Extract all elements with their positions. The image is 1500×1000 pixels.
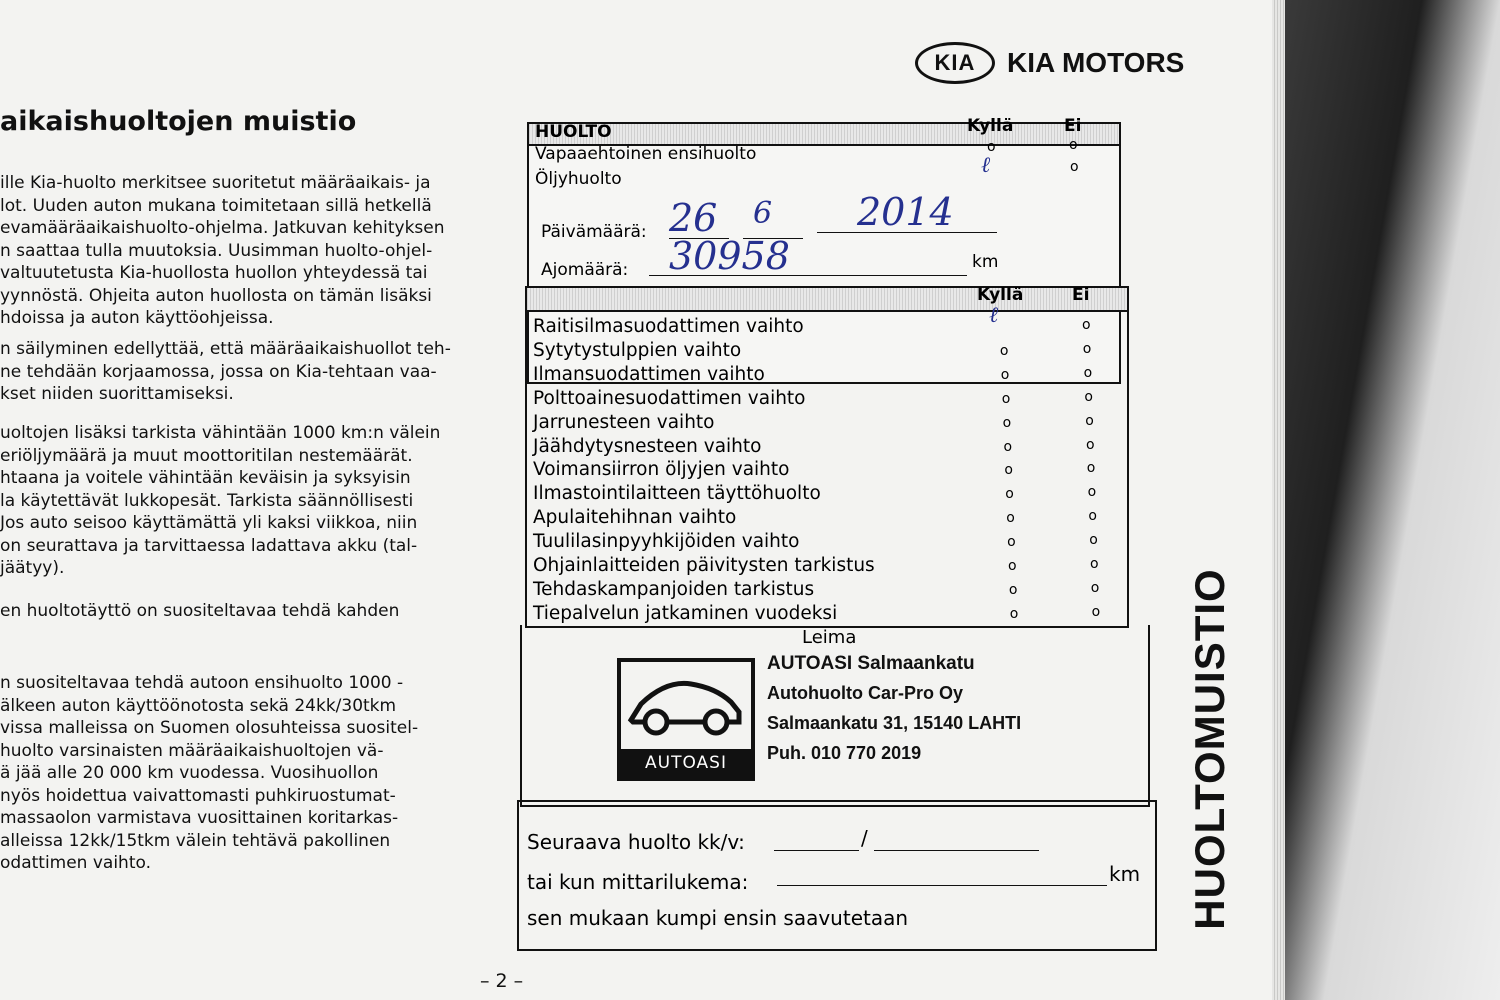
text-line: huolto varsinaisten määräaikaishuoltojen vä- [0, 740, 384, 761]
text-line: eriöljymäärä ja muut moottoritilan nestemäärät. [0, 445, 413, 466]
checkbox-yes-first-service[interactable]: o [987, 139, 996, 155]
text-line: massaolon varmistava vuosittainen koritarkas- [0, 808, 399, 828]
paragraph-1 [0, 172, 445, 330]
next-service-box [517, 800, 1157, 951]
task-checkbox-no[interactable]: o [1088, 508, 1097, 525]
stamp-logo-text: AUTOASI [621, 749, 751, 777]
next-mileage-line [777, 884, 1107, 886]
text-line: ne tehdään korjaamossa, jossa on Kia-tehtaan vaa- [0, 361, 437, 382]
text-line: la käytettävät lukkopesät. Tarkista säännöllisesti [0, 490, 414, 511]
next-year-line [874, 849, 1039, 851]
task-checkbox-yes[interactable]: o [1007, 534, 1016, 551]
task-checkbox-yes[interactable]: o [1004, 462, 1013, 479]
task-checkbox-no[interactable]: o [1082, 317, 1091, 333]
tasks-header-bar [527, 286, 1127, 312]
next-service-note: sen mukaan kumpi ensin saavutetaan [527, 906, 909, 930]
text-line: nyös hoidettua vaivattomasti puhkiruostumat- [0, 785, 396, 806]
stamp-label: Leima [802, 627, 857, 648]
paragraph-3 [0, 422, 440, 580]
task-row: Jäähdytysnesteen vaihto [533, 435, 762, 457]
task-checkbox-no[interactable]: o [1090, 579, 1100, 596]
stamp-line-4: Puh. 010 770 2019 [767, 743, 922, 763]
paragraph-2 [0, 338, 451, 406]
text-line: Jos auto seisoo käyttämättä yli kaksi viikkoa, niin [0, 513, 418, 533]
column-no-label: Ei [1064, 116, 1082, 136]
next-mileage-unit: km [1109, 862, 1141, 886]
task-checkbox-yes[interactable]: o [1008, 581, 1018, 598]
text-line: odattimen vaihto. [0, 853, 152, 873]
task-row: Ilmansuodattimen vaihto [533, 363, 765, 385]
autoasi-stamp-logo [617, 658, 755, 781]
task-row: Tuulilasinpyyhkijöiden vaihto [533, 531, 800, 553]
text-line: ä jää alle 20 000 km vuodessa. Vuosihuollon [0, 763, 379, 783]
task-checkbox-no[interactable]: o [1090, 556, 1099, 572]
text-line: on seurattava ja tarvittaessa ladattava akku (tal- [0, 535, 418, 556]
side-title-text: HUOLTOMUISTIO [1186, 568, 1233, 930]
task-checkbox-yes[interactable]: o [1008, 558, 1017, 574]
mileage-unit: km [972, 252, 999, 272]
task-checkbox-no[interactable]: o [1085, 412, 1094, 429]
section-title: aikaishuoltojen muistio [0, 106, 357, 137]
task-row: Sytytystulppien vaihto [533, 339, 742, 361]
page-stack-edge [1272, 0, 1286, 1000]
task-checkbox-no[interactable]: o [1087, 484, 1097, 501]
side-title [1180, 565, 1240, 935]
form-header-bar [529, 116, 1119, 146]
kia-logo: KIA [915, 42, 995, 84]
text-line: ille Kia-huolto merkitsee suoritetut määräaikais- ja [0, 173, 431, 193]
text-line: lot. Uuden auton mukana toimitetaan sillä hetkellä [0, 195, 432, 216]
text-line: n saattaa tulla muutoksia. Uusimman huolto-ohjel- [0, 240, 433, 261]
handwritten-check-cabin-filter: ℓ [989, 303, 999, 328]
task-row: Raitisilmasuodattimen vaihto [533, 316, 804, 337]
stamp-area [520, 625, 1150, 807]
text-line: n suositeltavaa tehdä autoon ensihuolto 1000 - [0, 673, 404, 693]
task-row: Polttoainesuodattimen vaihto [533, 387, 806, 409]
text-line: htaana ja voitele vähintään keväisin ja syksyisin [0, 468, 411, 488]
next-mileage-label: tai kun mittarilukema: [527, 870, 749, 894]
text-line: alleissa 12kk/15tkm välein tehtävä pakollinen [0, 830, 391, 851]
text-line: jäätyy). [0, 558, 65, 578]
task-checkbox-yes[interactable]: o [999, 342, 1009, 359]
task-checkbox-no[interactable]: o [1082, 340, 1092, 357]
task-row: Jarrunesteen vaihto [533, 411, 715, 433]
task-row: Ohjainlaitteiden päivitysten tarkistus [533, 555, 875, 576]
task-checkbox-no[interactable]: o [1089, 532, 1098, 549]
checkbox-no-oil-service[interactable]: o [1070, 159, 1079, 175]
task-row: Tiepalvelun jatkaminen vuodeksi [533, 602, 838, 624]
task-checkbox-yes[interactable]: o [1002, 414, 1012, 431]
service-record-card [515, 100, 1155, 950]
task-checkbox-yes[interactable]: o [1000, 366, 1010, 383]
tasks-column-no-label: Ei [1072, 285, 1090, 305]
next-date-slash: / [861, 826, 868, 850]
task-checkbox-yes[interactable]: o [1001, 390, 1011, 407]
handwritten-date-month: 6 [753, 196, 773, 231]
stamp-line-3: Salmaankatu 31, 15140 LAHTI [767, 713, 1022, 733]
handwritten-mileage: 30958 [669, 234, 790, 278]
text-line: evamääräaikaishuolto-ohjelma. Jatkuvan kehityksen [0, 218, 445, 238]
brand-header [915, 42, 1184, 84]
stamp-line-2: Autohuolto Car-Pro Oy [767, 683, 963, 703]
task-row: Voimansiirron öljyjen vaihto [533, 459, 790, 481]
handwritten-date-year: 2014 [857, 190, 954, 234]
text-line: vissa malleissa on Suomen olosuhteissa suositel- [0, 718, 419, 738]
row-oil-service: Öljyhuolto [535, 169, 622, 189]
task-checkbox-yes[interactable]: o [1006, 510, 1015, 527]
paragraph-4 [0, 600, 399, 623]
form-header-label: HUOLTO [535, 122, 612, 142]
text-line: uoltojen lisäksi tarkista vähintään 1000 km:n välein [0, 423, 441, 443]
task-row: Tehdaskampanjoiden tarkistus [533, 578, 815, 600]
task-checkbox-no[interactable]: o [1091, 603, 1101, 620]
text-line: n säilyminen edellyttää, että määräaikaishuollot teh- [0, 339, 451, 359]
next-service-date-label: Seuraava huolto kk/v: [527, 830, 745, 854]
task-checkbox-yes[interactable]: o [1005, 486, 1014, 503]
mileage-label: Ajomäärä: [541, 260, 629, 280]
background-surface [1285, 0, 1500, 1000]
row-first-service: Vapaaehtoinen ensihuolto [535, 144, 757, 164]
checkbox-no-first-service[interactable]: o [1069, 137, 1078, 153]
stamp-line-1: AUTOASI Salmaankatu [767, 653, 975, 674]
text-line: valtuutetusta Kia-huollosta huollon yhteydessä tai [0, 263, 428, 283]
handwritten-date-day: 26 [669, 196, 718, 240]
column-yes-label: Kyllä [967, 116, 1014, 136]
text-line: kset niiden suorittamiseksi. [0, 384, 234, 404]
text-line: yynnöstä. Ohjeita auton huollosta on tämän lisäksi [0, 285, 432, 306]
task-checkbox-no[interactable]: o [1083, 364, 1093, 381]
text-line: älkeen auton käyttöönotosta sekä 24kk/30tkm [0, 695, 397, 716]
text-line: en huoltotäyttö on suositeltavaa tehdä kahden [0, 601, 400, 621]
maintenance-tasks [525, 286, 1129, 628]
task-checkbox-no[interactable]: o [1086, 436, 1095, 453]
text-line: hdoissa ja auton käyttöohjeissa. [0, 308, 274, 328]
task-checkbox-no[interactable]: o [1086, 460, 1096, 477]
task-checkbox-no[interactable]: o [1084, 388, 1093, 405]
page-number: – 2 – [480, 970, 524, 992]
task-row: Ilmastointilaitteen täyttöhuolto [533, 483, 821, 505]
task-checkbox-yes[interactable]: o [1003, 438, 1013, 455]
next-month-line [774, 849, 859, 851]
task-row: Apulaitehihnan vaihto [533, 507, 737, 529]
tasks-column-yes-label: Kyllä [977, 285, 1024, 305]
date-label: Päivämäärä: [541, 222, 647, 242]
paragraph-5 [0, 672, 418, 875]
brand-name: KIA MOTORS [1007, 47, 1185, 78]
task-checkbox-yes[interactable]: o [1009, 605, 1019, 622]
car-icon [621, 662, 751, 747]
handwritten-check-oil: ℓ [981, 153, 991, 178]
